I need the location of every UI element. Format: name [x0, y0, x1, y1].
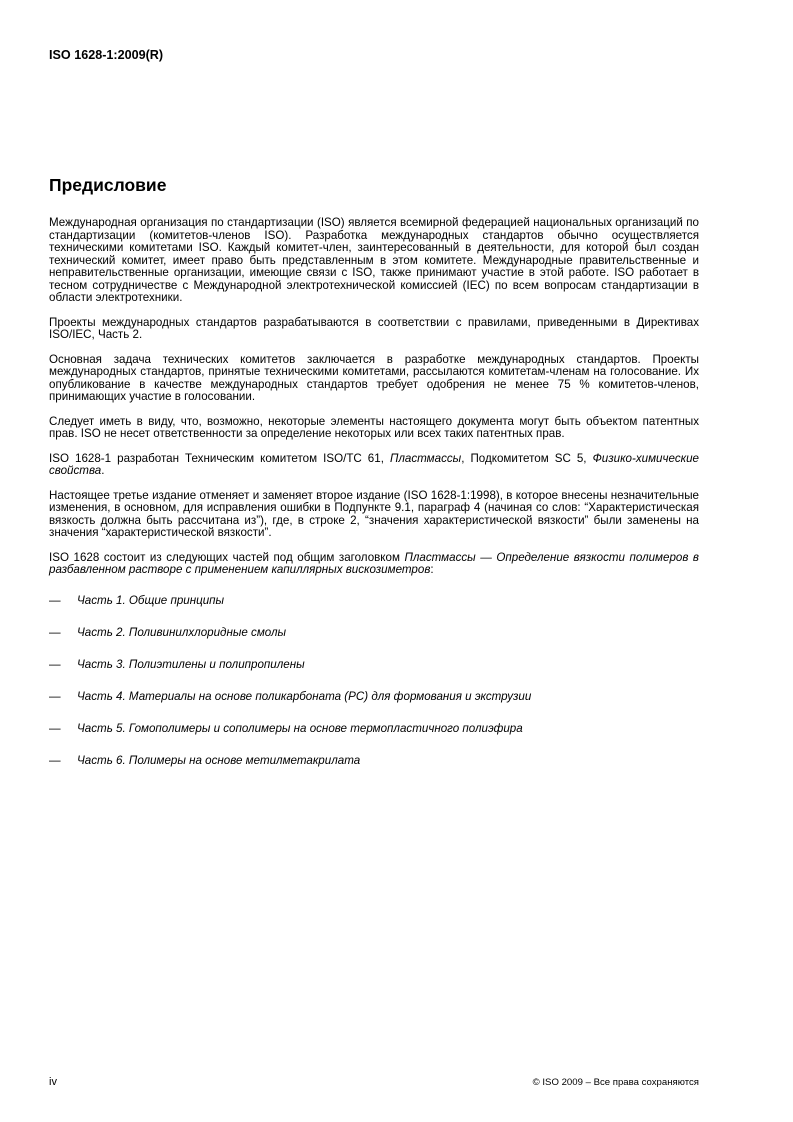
list-item — [49, 723, 699, 755]
part-title: Часть 6. Полимеры на основе метилметакрилата — [77, 753, 361, 767]
paragraph-committees: Основная задача технических комитетов заключается в разработке международных стандартов. Проекты международных стандартов, принятые техническими комитетами, рассылаются комитетам-членам на голосование. Их опубликование в качестве международных стандартов требует одобрения не менее 75 % комитетов-членов, принимающих участие в голосовании. — [49, 352, 699, 403]
list-dash: — — [49, 753, 61, 767]
part-title: Часть 5. Гомополимеры и сополимеры на основе термопластичного полиэфира — [77, 721, 523, 735]
parts-intro-title-italic: Пластмассы — Определение вязкости полимеров в разбавленном растворе с применением капиллярных вискозиметров — [49, 550, 699, 576]
part-title: Часть 1. Общие принципы — [77, 593, 225, 607]
list-item — [49, 691, 699, 723]
document-id-header: ISO 1628-1:2009(R) — [49, 48, 164, 62]
list-item — [49, 659, 699, 691]
list-item — [49, 595, 699, 627]
list-dash: — — [49, 625, 61, 639]
list-dash: — — [49, 593, 61, 607]
paragraph-iso-intro: Международная организация по стандартизации (ISO) является всемирной федерацией национальных организаций по стандартизации (комитетов-членов ISO). Разработка международных стандартов обычно осуществляется техническими комитетами ISO. Каждый комитет-член, заинтересованный в деятельности, для которой был создан технический комитет, имеет право быть представленным в этом комитете. Международные правительственные и неправительственные организации, имеющие связи с ISO, также принимают участие в этой работе. ISO работает в тесном сотрудничестве с Международной электротехнической комиссией (IEC) по всем вопросам стандартизации в области электротехники. — [49, 216, 699, 304]
tc-text-end: . — [101, 464, 105, 477]
part-title: Часть 2. Поливинилхлоридные смолы — [77, 625, 287, 639]
foreword-body — [49, 217, 699, 787]
list-item — [49, 755, 699, 787]
sc-name-italic: Физико-химические свойства — [49, 451, 699, 477]
tc-text-middle: , Подкомитетом SC 5, — [461, 451, 593, 465]
part-title: Часть 4. Материалы на основе поликарбоната (PC) для формования и экструзии — [77, 689, 532, 703]
tc-text-before: ISO 1628-1 разработан Техническим комитетом ISO/TC 61, — [49, 451, 390, 465]
paragraph-directives: Проекты международных стандартов разрабатываются в соответствии с правилами, приведенными в Директивах ISO/IEC, Часть 2. — [49, 315, 699, 341]
parts-intro-before: ISO 1628 состоит из следующих частей под общим заголовком — [49, 550, 405, 564]
paragraph-parts-intro — [49, 552, 699, 577]
paragraph-technical-committee — [49, 453, 699, 478]
page-number: iv — [49, 1076, 57, 1088]
list-dash: — — [49, 721, 61, 735]
parts-intro-end: : — [430, 563, 434, 576]
list-item — [49, 627, 699, 659]
paragraph-patents: Следует иметь в виду, что, возможно, некоторые элементы настоящего документа могут быть объектом патентных прав. ISO не несет ответственности за определение некоторых или всех таких патентных прав. — [49, 414, 699, 440]
parts-list — [49, 595, 699, 787]
list-dash: — — [49, 657, 61, 671]
paragraph-edition: Настоящее третье издание отменяет и заменяет второе издание (ISO 1628-1:1998), в которое внесены незначительные изменения, в основном, для исправления ошибки в Подпункте 9.1, параграф 4 (начиная со слов: “Характеристическая вязкость должна быть рассчитана из”), где, в строке 2, “значения характеристической вязкости” были заменены на значения “характеристической вязкости”. — [49, 488, 699, 539]
page-title: Предисловие — [49, 175, 167, 195]
part-title: Часть 3. Полиэтилены и полипропилены — [77, 657, 305, 671]
list-dash: — — [49, 689, 61, 703]
tc-name-italic: Пластмассы — [389, 451, 462, 465]
copyright-notice: © ISO 2009 – Все права сохраняются — [532, 1077, 699, 1088]
